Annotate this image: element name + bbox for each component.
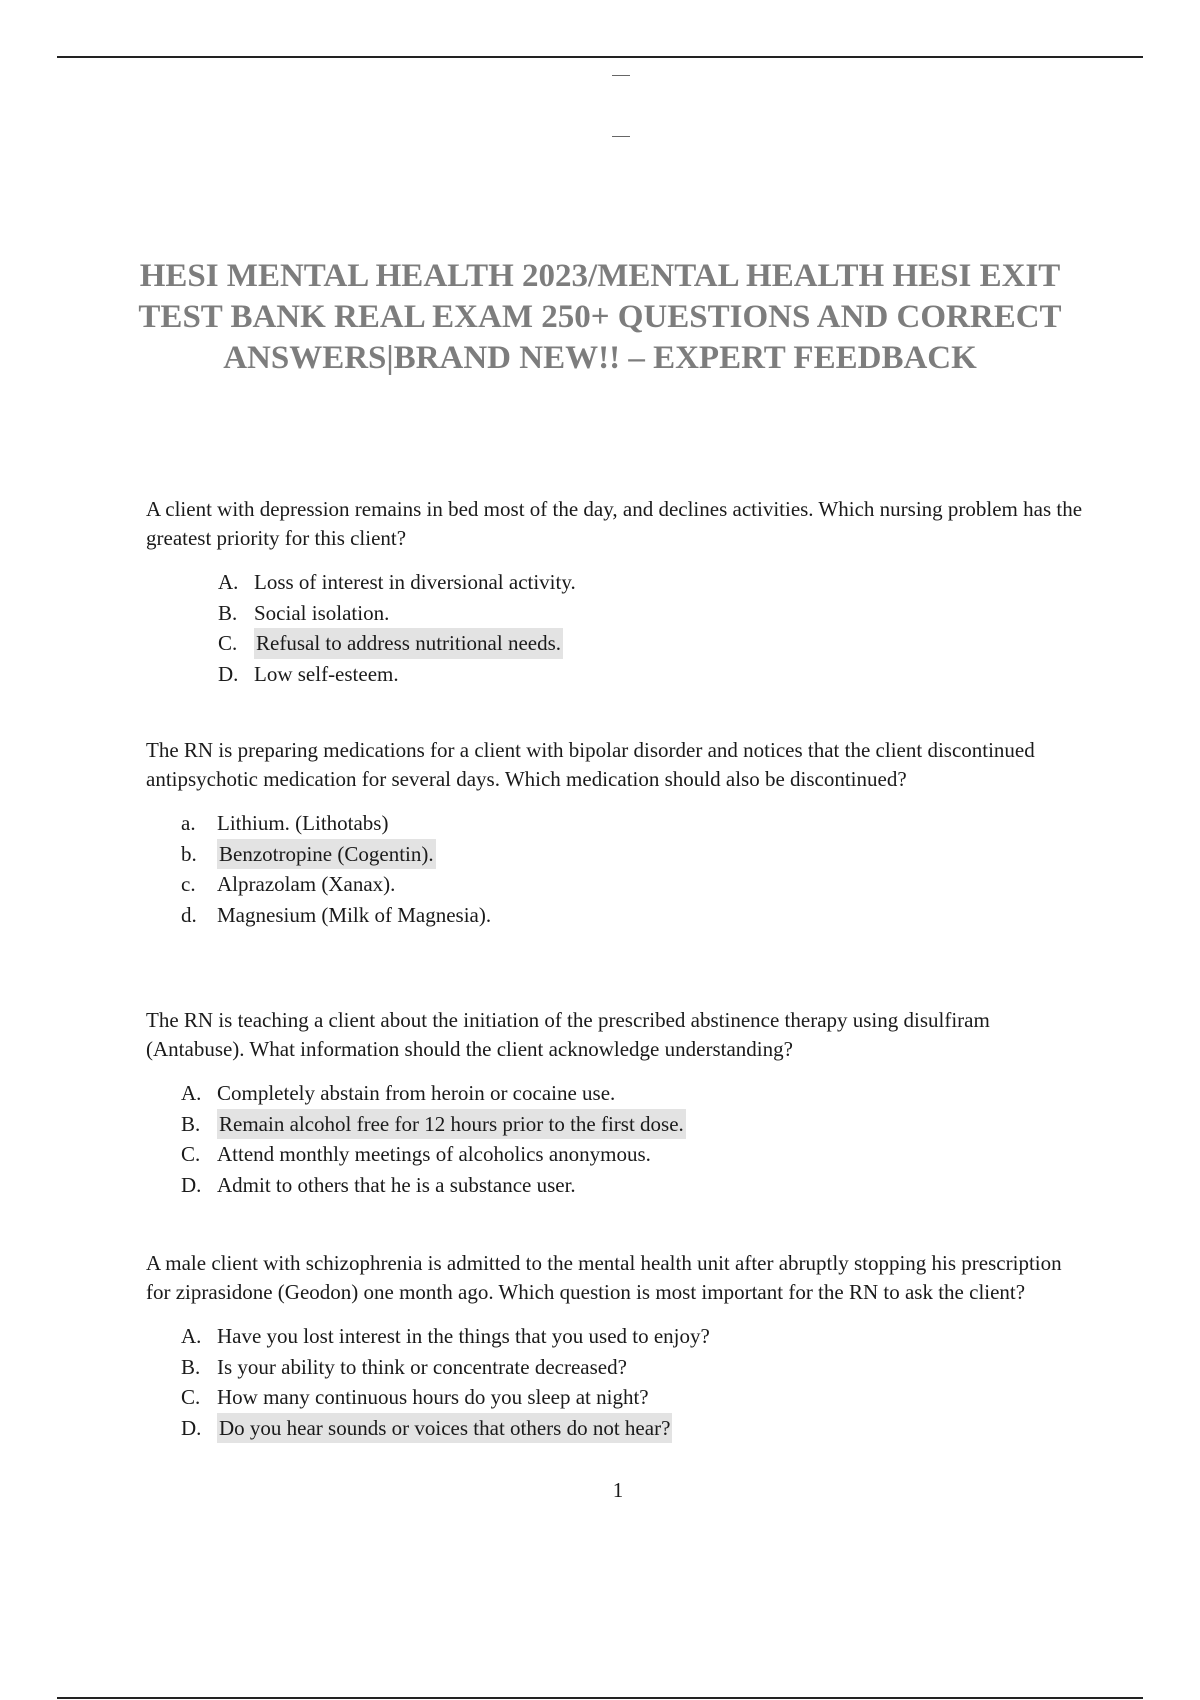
question-4	[146, 1249, 1086, 1443]
top-rule	[57, 56, 1143, 58]
option-text: Low self-esteem.	[254, 661, 399, 686]
option-letter: d.	[181, 902, 197, 927]
option-letter: C.	[181, 1385, 201, 1409]
answer-option	[146, 1352, 1086, 1383]
option-text: Magnesium (Milk of Magnesia).	[217, 902, 492, 927]
answer-option	[146, 1321, 1086, 1352]
question-stem: A client with depression remains in bed most of the day, and declines activities. Which nursing problem has the greatest priority for this client?	[146, 497, 1083, 550]
answer-option	[146, 869, 1086, 900]
answer-option	[146, 598, 1086, 629]
option-text: Attend monthly meetings of alcoholics anonymous.	[217, 1142, 651, 1166]
correct-answer-highlight: Benzotropine (Cogentin).	[217, 839, 436, 870]
answer-option-correct	[146, 1413, 1086, 1444]
option-text: How many continuous hours do you sleep at night?	[217, 1385, 649, 1409]
answer-option-correct	[146, 1109, 1086, 1140]
option-letter: A.	[181, 1081, 202, 1105]
answer-option	[146, 1139, 1086, 1170]
question-stem: The RN is preparing medications for a client with bipolar disorder and notices that the client discontinued antipsychotic medication for several days. Which medication should also be discontinued?	[146, 738, 1035, 791]
answer-option	[146, 1078, 1086, 1109]
option-text: Social isolation.	[254, 600, 390, 625]
option-text: Alprazolam (Xanax).	[217, 872, 396, 896]
answer-options	[146, 1078, 1086, 1200]
answer-option	[146, 567, 1086, 598]
option-letter: D.	[218, 661, 239, 686]
correct-answer-highlight: Refusal to address nutritional needs.	[254, 628, 563, 659]
answer-option	[146, 1382, 1086, 1413]
correct-answer-highlight: Do you hear sounds or voices that others do not hear?	[217, 1413, 672, 1444]
option-letter: B.	[181, 1111, 201, 1136]
answer-option	[146, 900, 1086, 931]
option-letter: c.	[181, 872, 196, 896]
option-text: Have you lost interest in the things that you used to enjoy?	[217, 1324, 710, 1348]
answer-option-correct	[146, 839, 1086, 870]
option-letter: a.	[181, 811, 196, 835]
question-1	[146, 495, 1086, 689]
option-letter: A.	[218, 570, 239, 594]
option-letter: B.	[181, 1354, 201, 1379]
option-text: Admit to others that he is a substance user.	[217, 1172, 576, 1197]
option-letter: C.	[181, 1142, 201, 1166]
question-3	[146, 1006, 1086, 1200]
option-text: Completely abstain from heroin or cocaine use.	[217, 1081, 616, 1105]
document-title: HESI MENTAL HEALTH 2023/MENTAL HEALTH HESI EXIT TEST BANK REAL EXAM 250+ QUESTIONS AND CORRECT ANSWERS|BRAND NEW!! – EXPERT FEEDBACK	[138, 258, 1062, 376]
option-letter: C.	[218, 631, 238, 655]
answer-option	[146, 808, 1086, 839]
page-number: 1	[612, 1478, 624, 1502]
header-mark	[612, 136, 630, 137]
answer-options	[146, 1321, 1086, 1443]
answer-options	[146, 567, 1086, 689]
option-letter: D.	[181, 1172, 202, 1197]
option-letter: D.	[181, 1415, 202, 1440]
option-letter: B.	[218, 600, 238, 625]
answer-option	[146, 659, 1086, 690]
option-letter: b.	[181, 841, 197, 866]
option-text: Lithium. (Lithotabs)	[217, 811, 389, 835]
answer-option-correct	[146, 628, 1086, 659]
bottom-rule	[57, 1697, 1143, 1699]
question-stem: A male client with schizophrenia is admitted to the mental health unit after abruptly stopping his prescription for ziprasidone (Geodon) one month ago. Which question is most important for the RN to ask the client?	[146, 1251, 1062, 1304]
option-text: Loss of interest in diversional activity.	[254, 570, 576, 594]
question-stem: The RN is teaching a client about the initiation of the prescribed abstinence therapy using disulfiram (Antabuse). What information should the client acknowledge understanding?	[146, 1008, 990, 1061]
option-text: Is your ability to think or concentrate decreased?	[217, 1354, 627, 1379]
answer-options	[146, 808, 1086, 930]
question-2	[146, 736, 1086, 930]
correct-answer-highlight: Remain alcohol free for 12 hours prior to the first dose.	[217, 1109, 686, 1140]
option-letter: A.	[181, 1324, 202, 1348]
header-mark	[612, 75, 630, 76]
answer-option	[146, 1170, 1086, 1201]
